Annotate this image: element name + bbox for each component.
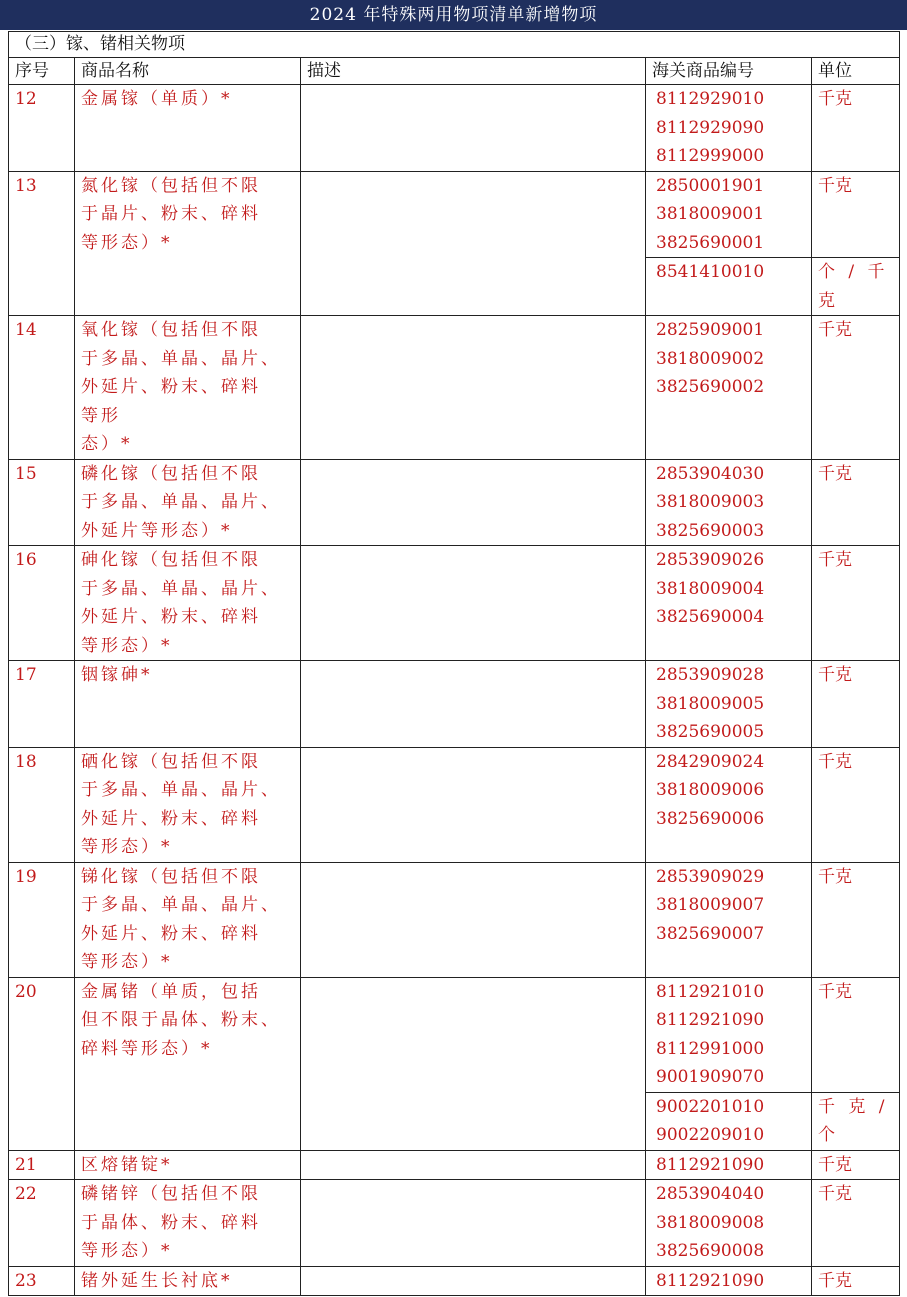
- section-row: [9, 32, 900, 58]
- table-row: [9, 316, 900, 460]
- unit-line: 千克: [818, 751, 852, 772]
- customs-code: 2842909024: [656, 751, 765, 772]
- item-number: 21: [9, 1150, 75, 1180]
- customs-code: 2853909028: [656, 665, 765, 685]
- unit-line: 千克: [818, 1184, 852, 1204]
- customs-code: 3825690008: [656, 1241, 765, 1261]
- item-name-line: 等形态）*: [81, 837, 173, 857]
- item-number: 16: [9, 546, 75, 661]
- unit: [812, 546, 900, 661]
- item-name: [75, 747, 301, 862]
- item-description: [301, 1266, 646, 1296]
- unit-line: 千克: [818, 320, 852, 340]
- customs-code: 3825690001: [656, 232, 765, 253]
- item-name-line: 于多晶、单晶、晶片、: [81, 780, 281, 800]
- header-name: 商品名称: [75, 58, 301, 85]
- item-description: [301, 862, 646, 977]
- customs-code: 9002201010: [656, 1096, 765, 1117]
- customs-code: 2853909029: [656, 866, 765, 887]
- unit-line: 千克: [818, 665, 852, 685]
- item-number: 14: [9, 316, 75, 460]
- item-name-line: 金属镓（单质）*: [81, 89, 233, 109]
- customs-code: 2853904030: [656, 463, 765, 484]
- unit: [812, 1150, 900, 1180]
- item-name: [75, 459, 301, 546]
- item-name-line: 于多晶、单晶、晶片、: [81, 492, 281, 512]
- item-name-line: 但不限于晶体、粉末、: [81, 1010, 281, 1030]
- item-name-line: 外延片等形态）*: [81, 520, 233, 541]
- header-no: 序号: [9, 58, 75, 85]
- customs-codes: [646, 661, 812, 748]
- unit-line: 千 克 /: [818, 1096, 889, 1117]
- unit-line: 个 / 千: [818, 262, 889, 282]
- customs-code: 3818009007: [656, 895, 765, 915]
- unit: [812, 747, 900, 862]
- item-name-line: 等形态）*: [81, 1241, 173, 1261]
- customs-code: 3818009003: [656, 492, 765, 512]
- customs-code: 3825690004: [656, 607, 765, 627]
- item-name-line: 外延片、粉末、碎料: [81, 923, 261, 944]
- item-name: [75, 862, 301, 977]
- customs-code: 3818009001: [656, 204, 765, 224]
- customs-codes: [646, 747, 812, 862]
- customs-codes: [646, 546, 812, 661]
- unit-line: 千克: [818, 463, 852, 484]
- unit-line: 个: [818, 1125, 839, 1145]
- customs-code: 3818009004: [656, 578, 765, 599]
- item-description: [301, 1150, 646, 1180]
- item-name-line: 锗外延生长衬底*: [81, 1270, 233, 1291]
- document-title: 2024 年特殊两用物项清单新增物项: [309, 5, 598, 25]
- item-name-line: 外延片、粉末、碎料: [81, 607, 261, 627]
- item-name-line: 等形态）*: [81, 635, 173, 656]
- customs-code: 2853904040: [656, 1184, 765, 1204]
- unit: [812, 977, 900, 1092]
- item-number: 15: [9, 459, 75, 546]
- unit: [812, 862, 900, 977]
- table-row: [9, 1150, 900, 1180]
- item-name-line: 氮化镓（包括但不限: [81, 175, 261, 196]
- table-row: [9, 661, 900, 748]
- unit-line: 克: [818, 290, 839, 311]
- item-number: 22: [9, 1180, 75, 1267]
- customs-codes: [646, 459, 812, 546]
- header-unit: 单位: [812, 58, 900, 85]
- item-name-line: 铟镓砷*: [81, 665, 153, 685]
- unit-line: 千克: [818, 550, 852, 570]
- customs-codes: [646, 1092, 812, 1150]
- unit: [812, 1266, 900, 1296]
- item-name-line: 于多晶、单晶、晶片、: [81, 348, 281, 369]
- customs-code: 3825690002: [656, 377, 765, 397]
- item-name: [75, 85, 301, 172]
- item-number: 19: [9, 862, 75, 977]
- unit: [812, 171, 900, 258]
- unit: [812, 459, 900, 546]
- customs-code: 8112999000: [656, 146, 765, 166]
- item-name-line: 于晶片、粉末、碎料: [81, 204, 261, 224]
- item-name-line: 氧化镓（包括但不限: [81, 320, 261, 340]
- item-name: [75, 1150, 301, 1180]
- table-row: [9, 862, 900, 977]
- item-name: [75, 977, 301, 1150]
- customs-codes: [646, 258, 812, 316]
- customs-code: 3825690006: [656, 808, 765, 829]
- customs-code: 9001909070: [656, 1067, 765, 1087]
- item-number: 18: [9, 747, 75, 862]
- item-description: [301, 747, 646, 862]
- item-number: 12: [9, 85, 75, 172]
- item-name-line: 锑化镓（包括但不限: [81, 866, 261, 887]
- item-description: [301, 85, 646, 172]
- customs-code: 9002209010: [656, 1125, 765, 1145]
- item-name-line: 磷锗锌（包括但不限: [81, 1184, 261, 1204]
- item-name-line: 于多晶、单晶、晶片、: [81, 895, 281, 915]
- customs-codes: [646, 862, 812, 977]
- customs-code: 3825690007: [656, 923, 765, 944]
- unit-line: 千克: [818, 1270, 852, 1291]
- item-description: [301, 316, 646, 460]
- table-row: [9, 546, 900, 661]
- item-number: 20: [9, 977, 75, 1150]
- item-name-line: 砷化镓（包括但不限: [81, 550, 261, 570]
- customs-codes: [646, 1180, 812, 1267]
- document-title-banner: [0, 0, 907, 30]
- customs-code: 3818009006: [656, 780, 765, 800]
- customs-code: 8112921090: [656, 1154, 765, 1175]
- customs-codes: [646, 85, 812, 172]
- item-name-line: 硒化镓（包括但不限: [81, 751, 261, 772]
- unit: [812, 85, 900, 172]
- header-customs-code: 海关商品编号: [646, 58, 812, 85]
- item-name: [75, 1266, 301, 1296]
- table-row: [9, 747, 900, 862]
- customs-code: 3818009008: [656, 1212, 765, 1233]
- item-description: [301, 977, 646, 1150]
- item-description: [301, 459, 646, 546]
- item-name-line: 磷化镓（包括但不限: [81, 463, 261, 484]
- item-name-line: 等形态）*: [81, 232, 173, 253]
- customs-code: 8112991000: [656, 1038, 765, 1059]
- customs-code: 8112929090: [656, 117, 765, 138]
- unit-line: 千克: [818, 1154, 852, 1175]
- table-row: [9, 977, 900, 1092]
- item-name: [75, 546, 301, 661]
- unit: [812, 1092, 900, 1150]
- item-name-line: 态）*: [81, 434, 133, 454]
- item-name-line: 区熔锗锭*: [81, 1154, 173, 1175]
- item-name: [75, 316, 301, 460]
- unit-line: 千克: [818, 89, 852, 109]
- customs-code: 8112929010: [656, 89, 765, 109]
- table-row: [9, 459, 900, 546]
- unit: [812, 258, 900, 316]
- customs-code: 3825690005: [656, 722, 765, 742]
- unit: [812, 316, 900, 460]
- customs-codes: [646, 977, 812, 1092]
- item-name-line: 外延片、粉末、碎料: [81, 808, 261, 829]
- item-name-line: 外延片、粉末、碎料: [81, 377, 261, 397]
- item-description: [301, 546, 646, 661]
- header-description: 描述: [301, 58, 646, 85]
- item-description: [301, 1180, 646, 1267]
- unit-line: 千克: [818, 866, 852, 887]
- table-row: [9, 171, 900, 258]
- customs-code: 8112921090: [656, 1010, 765, 1030]
- header-row: [9, 58, 900, 85]
- items-table: [8, 31, 900, 1296]
- section-title: （三）镓、锗相关物项: [9, 32, 900, 58]
- item-name-line: 等形态）*: [81, 952, 173, 972]
- item-number: 13: [9, 171, 75, 316]
- unit-line: 千克: [818, 981, 852, 1002]
- customs-codes: [646, 1150, 812, 1180]
- item-description: [301, 171, 646, 316]
- unit: [812, 1180, 900, 1267]
- customs-code: 2850001901: [656, 175, 765, 196]
- customs-code: 3825690003: [656, 520, 765, 541]
- customs-code: 3818009005: [656, 693, 765, 714]
- customs-code: 2853909026: [656, 550, 765, 570]
- item-name-line: 于多晶、单晶、晶片、: [81, 578, 281, 599]
- item-name: [75, 1180, 301, 1267]
- item-name: [75, 171, 301, 316]
- customs-code: 8541410010: [656, 262, 765, 282]
- customs-code: 8112921090: [656, 1270, 765, 1291]
- items-table-body: [9, 32, 900, 1296]
- customs-code: 8112921010: [656, 981, 765, 1002]
- customs-codes: [646, 171, 812, 258]
- item-name-line: 于晶体、粉末、碎料: [81, 1212, 261, 1233]
- customs-codes: [646, 1266, 812, 1296]
- table-row: [9, 1266, 900, 1296]
- customs-code: 2825909001: [656, 320, 765, 340]
- item-name-line: 等形: [81, 405, 121, 426]
- item-name-line: 金属锗（单质，包括: [81, 981, 261, 1002]
- item-name-line: 碎料等形态）*: [81, 1038, 213, 1059]
- item-description: [301, 661, 646, 748]
- customs-codes: [646, 316, 812, 460]
- customs-code: 3818009002: [656, 348, 765, 369]
- unit: [812, 661, 900, 748]
- table-row: [9, 85, 900, 172]
- item-number: 17: [9, 661, 75, 748]
- item-number: 23: [9, 1266, 75, 1296]
- table-row: [9, 1180, 900, 1267]
- unit-line: 千克: [818, 175, 852, 196]
- item-name: [75, 661, 301, 748]
